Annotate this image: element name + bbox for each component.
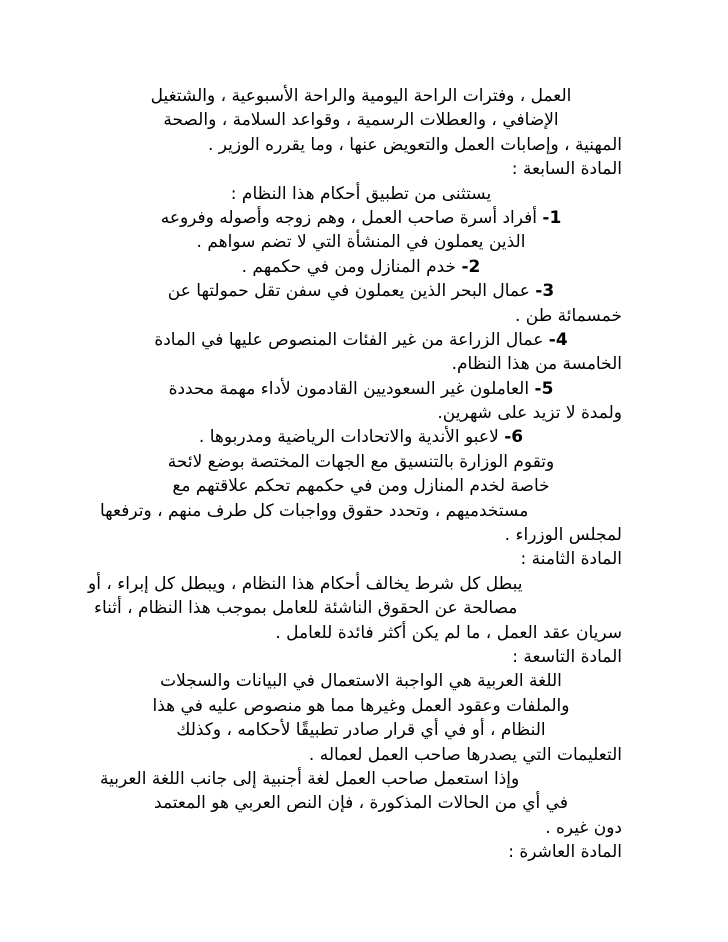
- text-line: المهنية ، وإصابات العمل والتعويض عنها ، وما يقرره الوزير .: [207, 134, 622, 155]
- text-line: والملفات وعقود العمل وغيرها مما هو منصوص عليه في هذا: [152, 695, 570, 716]
- list-item-text: خدم المنازل ومن في حكمهم .: [241, 256, 457, 277]
- article-heading: المادة السابعة :: [511, 159, 622, 180]
- text-line: سريان عقد العمل ، ما لم يكن أكثر فائدة للعامل .: [275, 622, 622, 643]
- text-line: اللغة العربية هي الواجبة الاستعمال في البيانات والسجلات: [160, 671, 562, 692]
- list-number: 5-: [534, 378, 554, 399]
- text-line: وتقوم الوزارة بالتنسيق مع الجهات المختصة بوضع لائحة: [167, 451, 555, 472]
- text-line: الذين يعملون في المنشأة التي لا تضم سواهم .: [196, 232, 526, 253]
- text-line: وإذا استعمل صاحب العمل لغة أجنبية إلى جانب اللغة العربية: [100, 768, 520, 789]
- text-line: التعليمات التي يصدرها صاحب العمل لعماله .: [308, 744, 622, 765]
- text-line: النظام ، أو في أي قرار صادر تطبيقًا لأحكامه ، وكذلك: [176, 720, 546, 741]
- list-number: 6-: [504, 427, 524, 448]
- list-item: [100, 255, 622, 279]
- list-item: [100, 206, 622, 230]
- list-number: 4-: [548, 329, 568, 350]
- list-number: 1-: [542, 207, 562, 228]
- text-line: مصالحة عن الحقوق الناشئة للعامل بموجب هذا النظام ، أثناء: [94, 598, 518, 619]
- text-line: يبطل كل شرط يخالف أحكام هذا النظام ، ويبطل كل إبراء ، أو: [88, 573, 523, 594]
- article-heading: المادة العاشرة :: [508, 842, 622, 863]
- text-line: الإضافي ، والعطلات الرسمية ، وقواعد السلامة ، والصحة: [163, 110, 559, 131]
- list-item-text: العاملون غير السعوديين القادمون لأداء مهمة محددة: [168, 378, 530, 399]
- text-line: يستثنى من تطبيق أحكام هذا النظام :: [230, 183, 492, 204]
- text-line: خمسمائة طن .: [514, 305, 622, 326]
- document-text: [88, 84, 622, 865]
- text-line: لمجلس الوزراء .: [504, 525, 622, 546]
- list-item-text: أفراد أسرة صاحب العمل ، وهم زوجه وأصوله وفروعه: [160, 207, 537, 228]
- list-item-text: لاعبو الأندية والاتحادات الرياضية ومدربوها .: [198, 427, 499, 448]
- text-line: دون غيره .: [545, 817, 622, 838]
- list-item: [100, 328, 622, 352]
- text-line: خاصة لخدم المنازل ومن في حكمهم تحكم علاقتهم مع: [172, 476, 550, 497]
- list-item-text: عمال الزراعة من غير الفئات المنصوص عليها في المادة: [154, 329, 544, 350]
- list-item: [100, 377, 622, 401]
- article-heading: المادة الثامنة :: [520, 549, 622, 570]
- text-line: ولمدة لا تزيد على شهرين.: [437, 403, 622, 424]
- text-line: مستخدميهم ، وتحدد حقوق وواجبات كل طرف منهم ، وترفعها: [100, 500, 529, 521]
- list-item-text: عمال البحر الذين يعملون في سفن تقل حمولتها عن: [167, 281, 530, 302]
- text-line: الخامسة من هذا النظام.: [451, 354, 622, 375]
- list-number: 2-: [461, 256, 481, 277]
- list-item: [100, 425, 622, 449]
- text-line: في أي من الحالات المذكورة ، فإن النص العربي هو المعتمد: [154, 793, 568, 814]
- article-heading: المادة التاسعة :: [512, 646, 622, 667]
- text-line: العمل ، وفترات الراحة اليومية والراحة الأسبوعية ، والشتغيل: [150, 86, 572, 106]
- list-number: 3-: [535, 281, 555, 302]
- list-item: [100, 279, 622, 303]
